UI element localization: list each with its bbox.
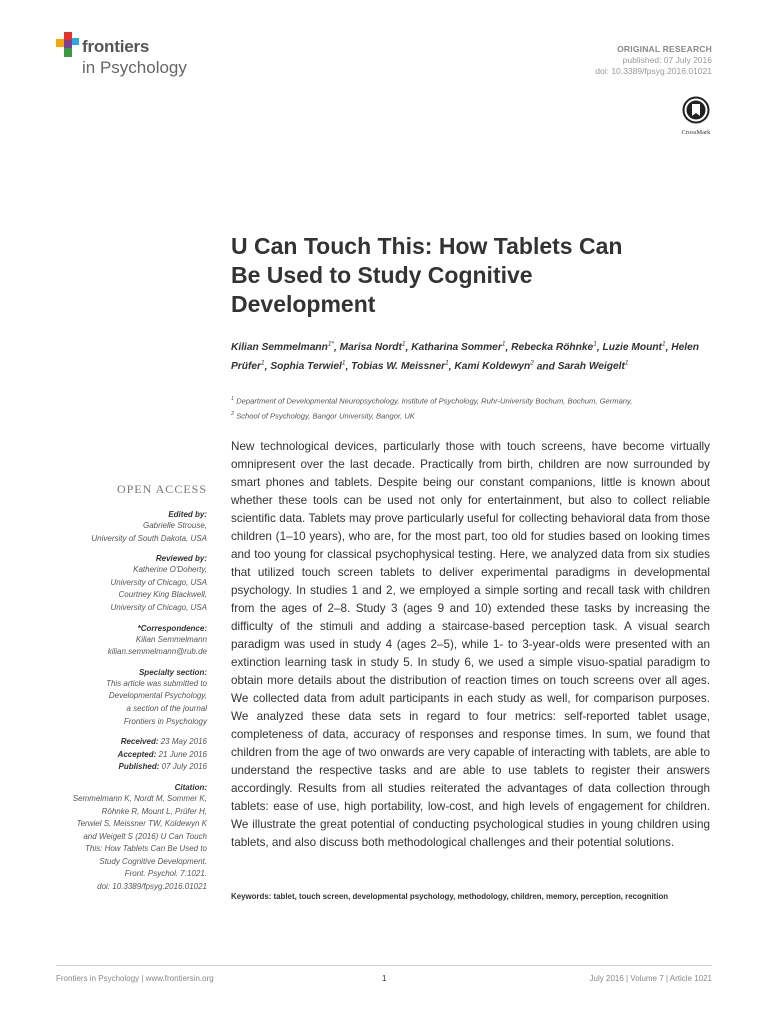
citation-line: Semmelmann K, Nordt M, Sommer K, (72, 793, 207, 803)
author-separator: , (333, 342, 340, 354)
article-header-meta (595, 44, 712, 77)
footer-divider (56, 965, 712, 966)
crossmark-icon (682, 96, 710, 124)
author[interactable]: Helen Prüfer$^1$ (231, 342, 699, 373)
journal-subtitle: in Psychology (82, 58, 187, 77)
title-line: U Can Touch This: How Tablets Can (231, 233, 623, 259)
article-type: ORIGINAL RESEARCH (617, 44, 712, 54)
citation-line: This: How Tablets Can Be Used to (85, 844, 207, 854)
article-info-sidebar (40, 482, 207, 894)
keywords: Keywords: tablet, touch screen, developmental psychology, methodology, children, memory, perception, recognition (231, 892, 669, 901)
citation-line: doi: 10.3389/fpsyg.2016.01021 (97, 882, 207, 892)
title-line: Be Used to Study Cognitive (231, 262, 533, 288)
frontiers-logo-icon (56, 32, 80, 58)
published-date-sidebar: Published: 07 July 2016 (118, 762, 207, 772)
editor-line: Gabrielle Strouse, (142, 521, 207, 530)
citation-heading: Citation: (174, 782, 207, 792)
citation-line: and Weigelt S (2016) U Can Touch (83, 831, 207, 841)
author-separator: , (505, 342, 512, 354)
footer-journal[interactable]: Frontiers in Psychology | www.frontiersin.org (56, 974, 214, 983)
citation-line: Röhnke R, Mount L, Prüfer H, (101, 806, 207, 816)
specialty-line: a section of the journal (126, 703, 207, 713)
affiliations (231, 393, 709, 422)
author[interactable]: Luzie Mount$^1$ (602, 341, 666, 354)
page-number: 1 (382, 974, 387, 983)
citation-line: Front. Psychol. 7:1021. (124, 869, 207, 879)
title-line: Development (231, 291, 376, 317)
edited-by-heading: Edited by: (168, 510, 207, 519)
author[interactable]: Kilian Semmelmann$^{1*}$ (231, 341, 334, 354)
specialty-line: This article was submitted to (106, 678, 207, 688)
author[interactable]: Sarah Weigelt$^1$ (557, 359, 629, 373)
abstract: New technological devices, particularly those with touch screens, have become virtually omnipresent over the last decade. Practically from birth, children are now surrounded by smart phones and tablets. Despite being our constant companions, little is known about whether these tools can be used not only for entertainment, but also to collect reliable scientific data. Tablets may prove particularly useful for collecting behavioral data from those children (1–10 years), who are, for the most part, too old for studies based on looking times and too young for classical psychophysical testing. Here, we analyzed data from six studies that utilized touch screen tablets to deliver experimental paradigms in developmental psychology. In studies 1 and 2, we employed a simple sorting and recall task with children from the ages of 2–8. Study 3 (ages 9 and 10) extended these tasks by increasing the difficulty of the stimuli and adding a staircase-based perception task. A visual search paradigm was used in study 4 (ages 2–5), while 1- to 3-year-olds were presented with an extinction learning task in study 5. In study 6, we used a simple visuo-spatial paradigm to obtain more details about the distribution of reaction times on touch screens over all ages. We collected data from adult participants in each study as well, for comparison purposes. We analyzed these data sets in regard to four metrics: self-reported tablet usage, completeness of data, accuracy of responses and response times. In sum, we found that children from the age of two onwards are very capable of interacting with tablets, are able to understand the respective tasks and are able to use tablets to register their answers accordingly. Results from all studies reiterated the advantages of data collection through tablets: ease of use, high portability, low-cost, and high levels of engagement for children. We illustrate the great potential of conducting psychological studies in young children using tablets, and also discuss both methodological challenges and their potential solutions. (231, 440, 710, 849)
specialty-heading: Specialty section: (138, 667, 207, 677)
correspondence-name: Kilian Semmelmann (135, 634, 207, 644)
author-separator: and (533, 361, 558, 373)
author[interactable]: Sophia Terwiel$^1$ (270, 359, 346, 373)
journal-logo (56, 30, 216, 80)
author-separator: , (596, 342, 603, 354)
reviewer-line: University of Chicago, USA (110, 577, 207, 587)
correspondence-heading: *Correspondence: (137, 623, 207, 633)
author-separator: , (345, 361, 352, 373)
author[interactable]: Katharina Sommer$^1$ (411, 341, 506, 354)
open-access-label: OPEN ACCESS (116, 482, 207, 496)
article-doi[interactable]: doi: 10.3389/fpsyg.2016.01021 (595, 66, 712, 76)
affiliation: $^1$ Department of Developmental Neuropsychology, Institute of Psychology, Ruhr-University Bochum, Bochum, Germany, (231, 396, 633, 406)
crossmark-badge[interactable] (676, 96, 716, 140)
author[interactable]: Tobias W. Meissner$^1$ (351, 359, 449, 373)
article-title (231, 232, 711, 319)
author-separator: , (665, 342, 672, 354)
author-separator: , (448, 361, 455, 373)
reviewer-line: Katherine O'Doherty, (133, 565, 207, 575)
citation-line: Study Cognitive Development. (99, 856, 207, 866)
published-date: published: 07 July 2016 (622, 55, 712, 65)
specialty-line: Frontiers in Psychology (123, 716, 207, 726)
author[interactable]: Kami Koldewyn$^2$ (454, 359, 534, 373)
received-date: Received: 23 May 2016 (120, 737, 207, 747)
editor-line: University of South Dakota, USA (91, 533, 207, 543)
footer-issue: July 2016 | Volume 7 | Article 1021 (589, 974, 712, 983)
journal-brand: frontiers (82, 37, 150, 56)
reviewer-line: Courtney King Blackwell, (118, 590, 207, 600)
crossmark-label: CrossMark (681, 129, 711, 136)
author-separator: , (405, 342, 412, 354)
author-list (231, 337, 709, 375)
reviewed-by-heading: Reviewed by: (155, 554, 207, 564)
affiliation: $^2$ School of Psychology, Bangor University, Bangor, UK (231, 410, 415, 421)
citation-line: Terwiel S, Meissner TW, Koldewyn K (76, 819, 207, 829)
accepted-date: Accepted: 21 June 2016 (117, 749, 207, 759)
author[interactable]: Rebecka Röhnke$^1$ (511, 341, 597, 354)
author[interactable]: Marisa Nordt$^1$ (339, 341, 406, 354)
correspondence-email[interactable]: kilian.semmelmann@rub.de (107, 647, 207, 657)
specialty-line: Developmental Psychology, (108, 691, 207, 701)
reviewer-line: University of Chicago, USA (110, 602, 207, 612)
author-separator: , (264, 361, 271, 373)
